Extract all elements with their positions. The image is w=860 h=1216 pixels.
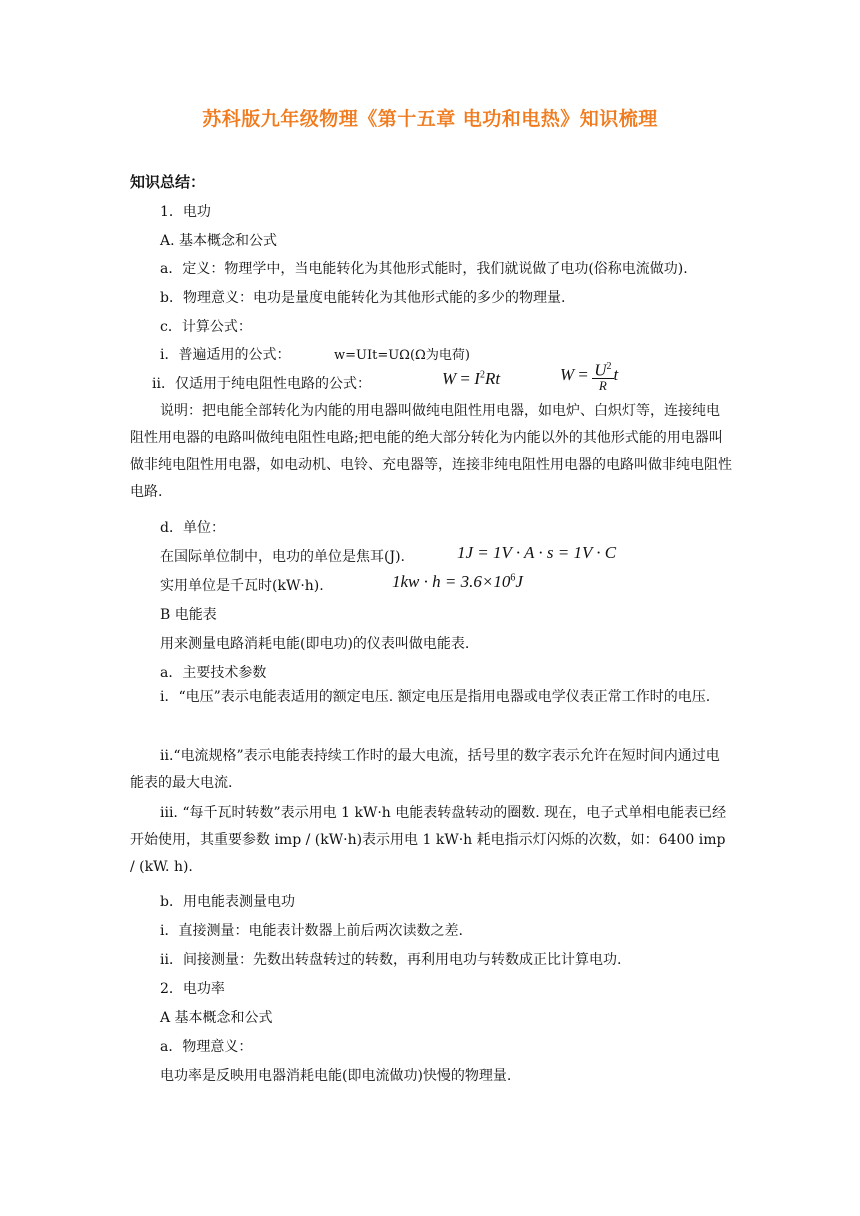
si-unit-line: 在国际单位制中，电功的单位是焦耳(J). [160,549,405,565]
general-formula-label: i．普遍适用的公式： [160,347,291,363]
measure-heading: b．用电能表测量电功 [160,894,295,910]
formula-i2rt: $W = I^2Rt$ [442,369,501,388]
formula-u2rt: W = $\frac{U^2}{R}$ t [560,360,619,393]
voltage-paragraph: i．“电压”表示电能表适用的额定电压. 额定电压是指用电器或电学仪表正常工作时的电压. [160,689,711,705]
section-electric-power: 2．电功率 [160,981,225,997]
unit-heading: d．单位： [160,520,225,536]
page-title: 苏科版九年级物理《第十五章 电功和电热》知识梳理 [202,108,658,130]
general-formula: w=UIt=UΩ(Ω为电荷) [334,348,470,363]
formula-joule: 1J = 1V · A · s = 1V · C [457,543,617,562]
direct-measure-line: i．直接测量：电能表计数器上前后两次读数之差. [160,923,463,939]
section-heading: 知识总结： [130,173,206,191]
formula-heading: c．计算公式： [160,319,252,335]
power-definition: 电功率是反映用电器消耗电能(即电流做功)快慢的物理量. [160,1068,512,1084]
section-electric-work: 1．电功 [160,204,211,220]
physical-meaning-line: b．物理意义：电功是量度电能转化为其他形式能的多少的物理量. [160,290,566,306]
power-meaning-heading: a．物理意义： [160,1039,253,1055]
power-concepts-heading: A 基本概念和公式 [160,1010,273,1026]
current-paragraph: ii.“电流规格”表示电能表持续工作时的最大电流，括号里的数字表示允许在短时间内通过电能表的最大电流. [130,748,720,791]
formula-kwh: $1kw \cdot h = 3.6\times 10^6J$ [392,572,523,591]
practical-unit-line: 实用单位是千瓦时(kW·h). [160,578,324,594]
pure-resistance-formula-label: ii．仅适用于纯电阻性电路的公式： [152,376,371,392]
meter-heading: B 电能表 [160,607,217,623]
definition-line: a．定义：物理学中，当电能转化为其他形式能时，我们就说做了电功(俗称电流做功). [160,261,688,277]
note-paragraph: 说明：把电能全部转化为内能的用电器叫做纯电阻性用电器，如电炉、白炽灯等，连接纯电阻性用电器的电路叫做纯电阻性电路;把电能的绝大部分转化为内能以外的其他形式能的用电器叫做非纯电阻性用电器，如电动机、电铃、充电器等，连接非纯电阻性用电器的电路叫做非纯电阻性电路. [130,403,732,500]
revolutions-paragraph: iii. “每千瓦时转数”表示用电 1 kW·h 电能表转盘转动的圈数. 现在，电子式单相电能表已经开始使用，其重要参数 imp / (kW·h)表示用电 1 kW·h 耗电指示灯闪烁的次数，如：6400 imp / (kW. h). [130,805,727,875]
meter-definition: 用来测量电路消耗电能(即电功)的仪表叫做电能表. [160,636,470,652]
subsection-concepts: A. 基本概念和公式 [160,233,278,249]
indirect-measure-line: ii．间接测量：先数出转盘转过的转数，再利用电功与转数成正比计算电功. [160,952,622,968]
technical-params-heading: a．主要技术参数 [160,665,267,681]
